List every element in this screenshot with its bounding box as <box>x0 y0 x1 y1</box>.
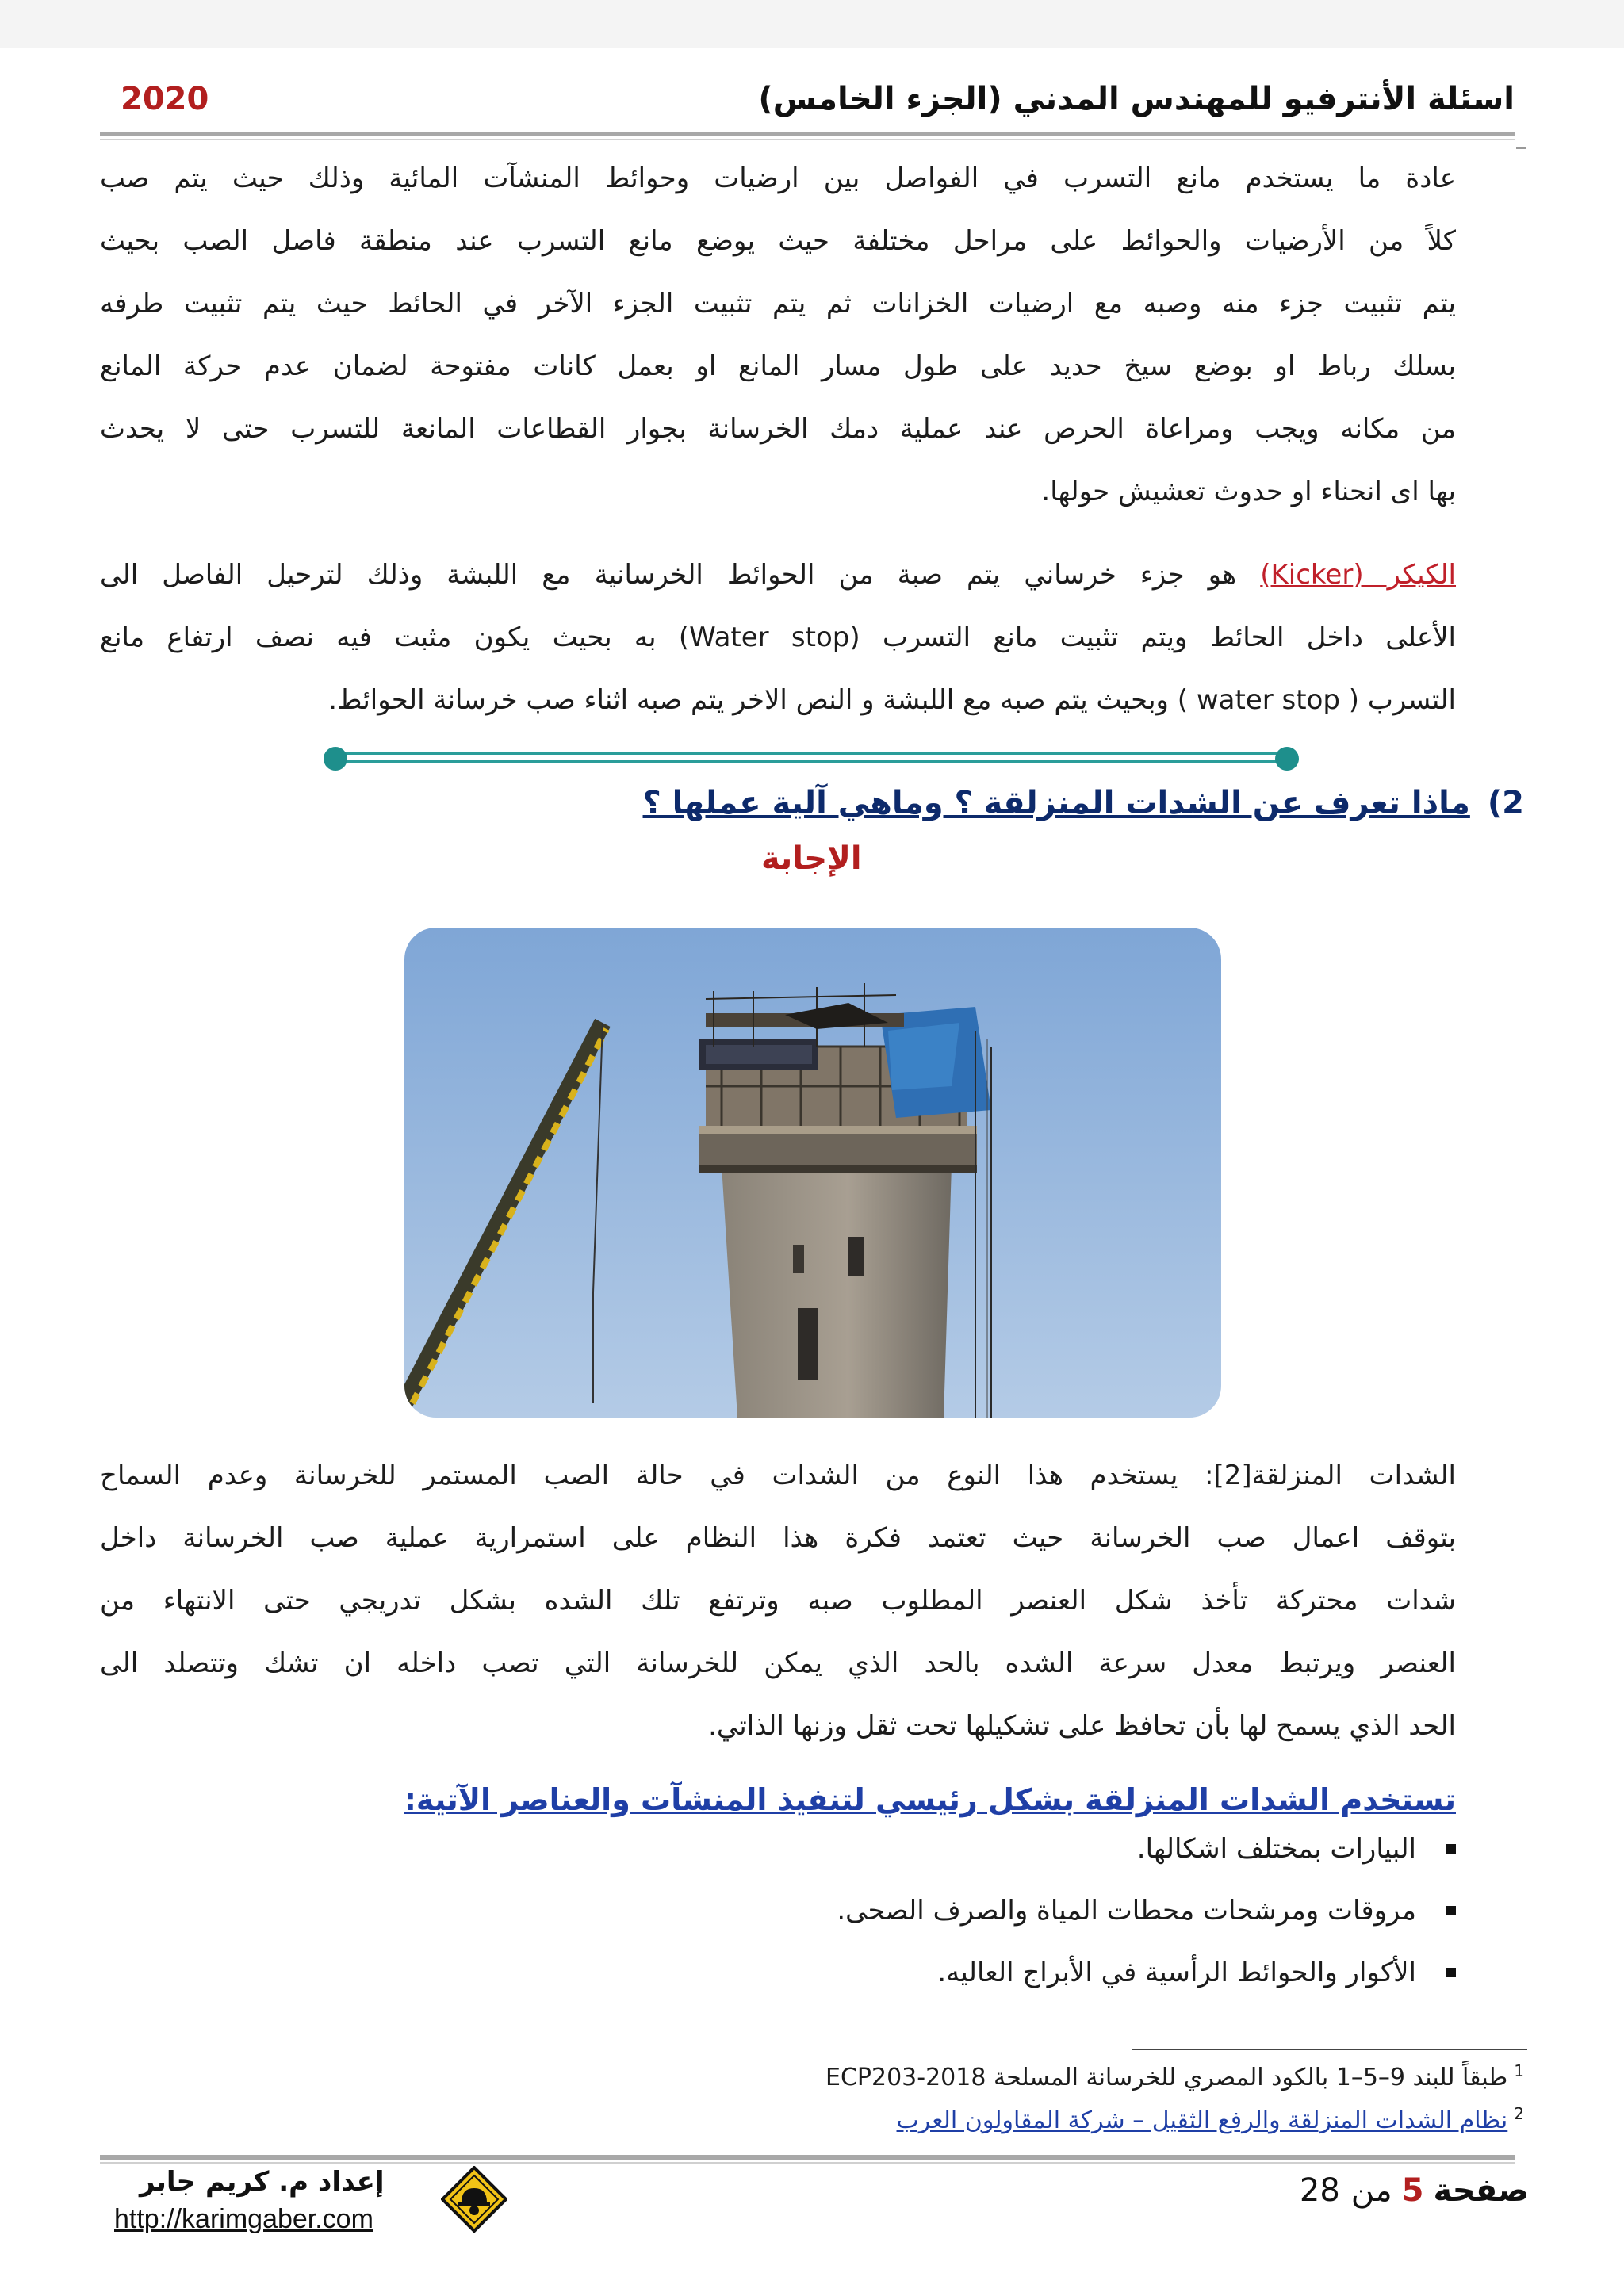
paragraph-line: يتم تثبيت جزء منه وصبه مع ارضيات الخزانات ثم يتم تثبيت الجزء الآخر في الحائط حيث يتم تثبيت طرفه <box>100 288 1456 320</box>
footnote-1 <box>825 2061 1524 2091</box>
page-label: صفحة <box>1433 2172 1529 2209</box>
paragraph-line: بتوقف اعمال صب الخرسانة حيث تعتمد فكرة هذا النظام على استمرارية عملية صب الخرسانة داخل <box>100 1522 1456 1554</box>
paragraph-line: العنصر ويرتبط معدل سرعة الشده بالحد الذي يمكن للخرسانة التي تصب داخله ان تشك وتتصلد الى <box>100 1647 1456 1679</box>
paragraph-line: التسرب ( water stop ) وبحيث يتم صبه مع اللبشة و النص الاخر يتم صبه اثناء صب خرسانة الحوائط. <box>328 684 1456 716</box>
footnote-text: طبقاً للبند 9–5–1 بالكود المصري للخرسانة المسلحة ECP203-2018 <box>825 2064 1508 2091</box>
kicker-definition: هو جزء خرساني يتم صبة من الحوائط الخرسانية مع اللبشة وذلك لترحيل الفاصل الى <box>100 559 1261 591</box>
paragraph-line: الأعلى داخل الحائط ويتم تثبيت مانع التسرب (Water stop) به بحيث يكون مثبت فيه نصف ارتفاع مانع <box>100 622 1457 653</box>
footer-divider <box>100 2155 1515 2160</box>
document-title: اسئلة الأنترفيو للمهندس المدني (الجزء الخامس) <box>758 81 1515 117</box>
hard-hat-logo-icon <box>441 2166 508 2233</box>
paragraph-line: الحد الذي يسمح لها بأن تحافظ على تشكيلها تحت ثقل وزنها الذاتي. <box>708 1710 1456 1742</box>
footnote-2 <box>897 2104 1524 2134</box>
question-number: 2) <box>1487 785 1524 821</box>
footer-divider-thin <box>100 2162 1515 2164</box>
paragraph-line: الشدات المنزلقة[2]: يستخدم هذا النوع من الشدات في حالة الصب المستمر للخرسانة وعدم السماح <box>100 1460 1456 1491</box>
footnote-number: 1 <box>1514 2061 1524 2080</box>
footnote-link[interactable]: نظام الشدات المنزلقة والرفع الثقيل – شركة المقاولون العرب <box>896 2107 1508 2134</box>
answer-label: الإجابة <box>761 840 862 877</box>
paragraph-line: من مكانه ويجب ومراعاة الحرص عند عملية دمك الخرسانة بجوار القطاعات المانعة للتسرب حتى لا يحدث <box>100 413 1456 445</box>
margin-mark <box>1516 147 1526 149</box>
page-top-margin <box>0 0 1624 48</box>
slipform-paragraph <box>100 1445 1456 1758</box>
uses-heading: تستخدم الشدات المنزلقة بشكل رئيسي لتنفيذ المنشآت والعناصر الآتية: <box>404 1782 1456 1817</box>
section-divider <box>327 747 1296 769</box>
intro-paragraph <box>100 147 1456 523</box>
question-text: ماذا تعرف عن الشدات المنزلقة ؟ وماهي آلية عملها ؟ <box>642 785 1470 821</box>
paragraph-line: بها اى انحناء او حدوث تعشيش حولها. <box>1041 476 1456 507</box>
paragraph-line <box>100 544 1456 607</box>
list-item: مروقات ومرشحات محطات المياة والصرف الصحى. <box>837 1890 1456 1952</box>
page-current: 5 <box>1401 2172 1424 2209</box>
page-header <box>100 73 1515 128</box>
divider-dot <box>324 747 347 771</box>
list-item: البيارات بمختلف اشكالها. <box>837 1828 1456 1890</box>
paragraph-line: شدات محتركة تأخذ شكل العنصر المطلوب صبه وترتفع تلك الشده بشكل تدريجي حتى الانتهاء من <box>100 1585 1456 1617</box>
footnote-separator <box>1132 2049 1527 2050</box>
page-separator: من <box>1350 2172 1392 2209</box>
question-heading <box>643 785 1524 821</box>
uses-list <box>837 1828 1456 2014</box>
paragraph-line: بسلك رباط او بوضع سيخ حديد على طول مسار المانع او بعمل كانات مفتوحة لضمان عدم حركة المانع <box>100 350 1456 382</box>
footnote-number: 2 <box>1514 2104 1524 2123</box>
page-total: 28 <box>1299 2172 1340 2209</box>
kicker-paragraph <box>100 544 1456 732</box>
page-number <box>1300 2172 1529 2209</box>
kicker-term-link[interactable]: الكيكر (Kicker) <box>1260 559 1457 591</box>
slipform-tower-photo <box>404 928 1221 1418</box>
website-link[interactable]: http://karimgaber.com <box>114 2204 373 2234</box>
divider-dot <box>1275 747 1299 771</box>
author-credit: إعداد م. كريم جابر <box>140 2166 385 2198</box>
paragraph-line: كلاً من الأرضيات والحوائط على مراحل مختلفة حيث يوضع مانع التسرب عند منطقة فاصل الصب بحيث <box>100 225 1456 257</box>
paragraph-line: عادة ما يستخدم مانع التسرب في الفواصل بين ارضيات وحوائط المنشآت المائية وذلك حيث يتم صب <box>100 163 1456 194</box>
header-divider-thin <box>100 139 1515 140</box>
header-divider <box>100 132 1515 136</box>
document-year: 2020 <box>121 81 209 117</box>
list-item: الأكوار والحوائط الرأسية في الأبراج العاليه. <box>837 1952 1456 2014</box>
